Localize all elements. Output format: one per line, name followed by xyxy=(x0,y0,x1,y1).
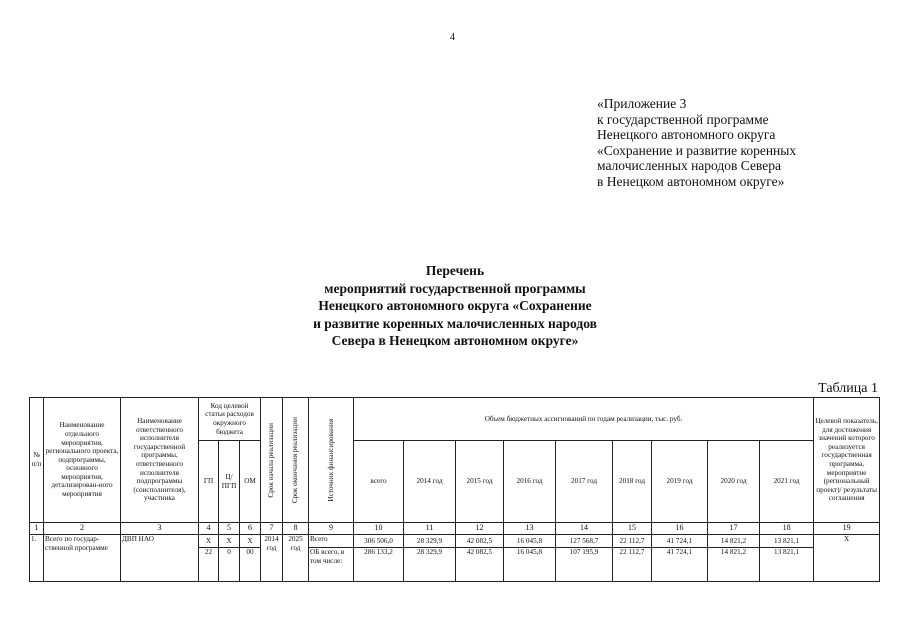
row-val-b: 42 082,5 xyxy=(456,548,504,582)
row-val-b: 22 112,7 xyxy=(613,548,652,582)
row-om-a: X xyxy=(240,535,261,548)
row-val-a: 42 082,5 xyxy=(456,535,504,548)
col-number: 13 xyxy=(504,523,556,535)
row-executor: ДВП НАО xyxy=(121,535,199,582)
header-om: ОМ xyxy=(240,441,261,523)
row-val-b: 107 195,9 xyxy=(556,548,613,582)
col-number: 1 xyxy=(30,523,44,535)
header-source xyxy=(309,398,354,523)
col-number: 7 xyxy=(261,523,283,535)
row-val-a: 127 568,7 xyxy=(556,535,613,548)
row-val-a: 22 112,7 xyxy=(613,535,652,548)
header-volume-group: Объем бюджетных ассигнований по годам реализации, тыс. руб. xyxy=(354,398,814,441)
appendix-line: «Приложение 3 xyxy=(597,96,687,111)
appendix-line: в Ненецком автономном округе» xyxy=(597,173,785,189)
title-line: Перечень xyxy=(425,263,485,278)
col-number: 9 xyxy=(309,523,354,535)
header-end xyxy=(283,398,309,523)
col-number: 17 xyxy=(708,523,760,535)
header-name: Наименование отдельного мероприятия, регионального проекта, подпрограммы, основного мероприятия, детализирован-ного мероприятия xyxy=(44,398,121,523)
row-indicator: X xyxy=(814,535,880,582)
row-source-b: ОБ всего, в том числе: xyxy=(309,548,354,582)
row-end: 2025 год xyxy=(283,535,309,582)
header-start xyxy=(261,398,283,523)
header-2019: 2019 год xyxy=(652,441,708,523)
header-end-text: Срок окончания реализации xyxy=(291,416,300,504)
row-cp-b: 0 xyxy=(219,548,240,582)
title-line: и развитие коренных малочисленных народов xyxy=(313,315,597,331)
page-number: 4 xyxy=(450,32,455,43)
row-val-b: 28 329,9 xyxy=(404,548,456,582)
row-val-a: 28 329,9 xyxy=(404,535,456,548)
row-val-a: 41 724,1 xyxy=(652,535,708,548)
appendix-header xyxy=(597,96,796,190)
row-val-a: 13 821,1 xyxy=(760,535,814,548)
col-number: 2 xyxy=(44,523,121,535)
header-cp: Ц/ПГП xyxy=(219,441,240,523)
col-number: 4 xyxy=(199,523,219,535)
table-label: Таблица 1 xyxy=(818,381,878,396)
col-number: 12 xyxy=(456,523,504,535)
col-number: 18 xyxy=(760,523,814,535)
col-number: 5 xyxy=(219,523,240,535)
col-number: 15 xyxy=(613,523,652,535)
header-gp: ГП xyxy=(199,441,219,523)
row-val-b: 13 821,1 xyxy=(760,548,814,582)
col-number: 10 xyxy=(354,523,404,535)
col-number: 16 xyxy=(652,523,708,535)
budget-table xyxy=(29,397,880,582)
header-code-group: Код целевой статьи расходов окружного бюджета xyxy=(199,398,261,441)
header-2021: 2021 год xyxy=(760,441,814,523)
header-source-text: Источник финансирования xyxy=(326,418,335,502)
col-number: 6 xyxy=(240,523,261,535)
header-2018: 2018 год xyxy=(613,441,652,523)
appendix-line: Ненецкого автономного округа xyxy=(597,127,776,143)
row-val-a: 306 506,0 xyxy=(354,535,404,548)
col-number: 14 xyxy=(556,523,613,535)
header-total: всего xyxy=(354,441,404,523)
row-val-b: 14 821,2 xyxy=(708,548,760,582)
header-2016: 2016 год xyxy=(504,441,556,523)
row-val-b: 286 133,2 xyxy=(354,548,404,582)
row-val-a: 16 045,8 xyxy=(504,535,556,548)
row-val-a: 14 821,2 xyxy=(708,535,760,548)
col-number: 19 xyxy=(814,523,880,535)
row-cp-a: X xyxy=(219,535,240,548)
title-line: Ненецкого автономного округа «Сохранение xyxy=(318,298,592,313)
col-number: 11 xyxy=(404,523,456,535)
appendix-line: малочисленных народов Севера xyxy=(597,158,781,174)
header-num: № п/п xyxy=(30,398,44,523)
row-val-b: 41 724,1 xyxy=(652,548,708,582)
appendix-line: «Сохранение и развитие коренных xyxy=(597,142,797,158)
row-gp-b: 22 xyxy=(199,548,219,582)
row-num: 1. xyxy=(30,535,44,582)
document-title xyxy=(240,262,670,350)
title-line: мероприятий государственной программы xyxy=(324,280,586,296)
header-start-text: Срок начала реализации xyxy=(267,422,276,498)
header-executor: Наименование ответственного исполнителя государственной программы, ответственного исполнителя подпрограммы (соисполнителя), участника xyxy=(121,398,199,523)
title-line: Севера в Ненецком автономном округе» xyxy=(331,333,579,348)
header-2017: 2017 год xyxy=(556,441,613,523)
row-val-b: 16 045,8 xyxy=(504,548,556,582)
row-gp-a: X xyxy=(199,535,219,548)
header-2014: 2014 год xyxy=(404,441,456,523)
header-2020: 2020 год xyxy=(708,441,760,523)
col-number: 3 xyxy=(121,523,199,535)
header-2015: 2015 год xyxy=(456,441,504,523)
row-start: 2014 год xyxy=(261,535,283,582)
appendix-line: к государственной программе xyxy=(597,111,769,127)
row-name: Всего по государ-ственной программе xyxy=(44,535,121,582)
col-number: 8 xyxy=(283,523,309,535)
row-source-a: Всего xyxy=(309,535,354,548)
header-indicator: Целевой показатель, для достижения значений которого реализуется государственная программа, мероприятие (региональный проект)/ результаты соглашения xyxy=(814,398,880,523)
row-om-b: 00 xyxy=(240,548,261,582)
